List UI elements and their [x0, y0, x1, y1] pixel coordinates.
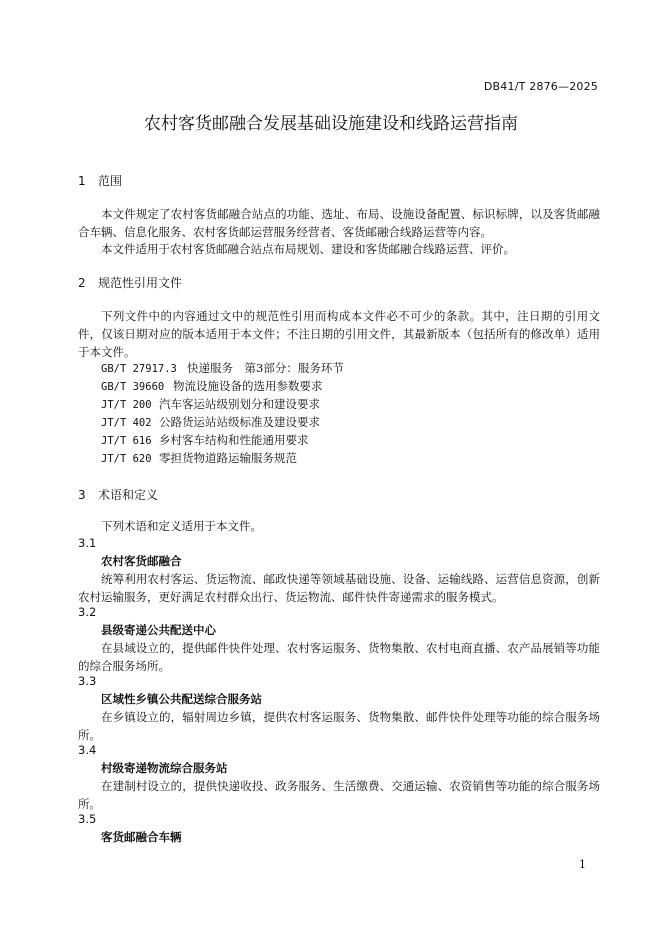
term-definition: 在乡镇设立的，辐射周边乡镇，提供农村客运服务、货物集散、邮件快件处理等功能的综合服务场所。: [78, 710, 600, 742]
reference-item: [101, 450, 297, 466]
paragraph: 下列文件中的内容通过文中的规范性引用而构成本文件必不可少的条款。其中，注日期的引用文件，仅该日期对应的版本适用于本文件；不注日期的引用文件，其最新版本（包括所有的修改单）适用于本文件。: [78, 309, 600, 359]
standard-number: DB41/T 2876—2025: [483, 80, 598, 93]
term-name: 区域性乡镇公共配送综合服务站: [101, 692, 262, 706]
reference-code: JT/T 620: [101, 453, 152, 465]
term-name: 农村客货邮融合: [101, 554, 182, 568]
section-3-heading: [78, 486, 158, 503]
term-definition: 统筹利用农村客运、货运物流、邮政快递等领域基础设施、设备、运输线路、运营信息资源，创新农村运输服务，更好满足农村群众出行、货运物流、邮件快件寄递需求的服务模式。: [78, 572, 600, 604]
term-name: 县级寄递公共配送中心: [101, 623, 216, 637]
paragraph: 本文件适用于农村客货邮融合站点布局规划、建设和客货邮融合线路运营、评价。: [101, 242, 515, 256]
section-number: 2: [78, 276, 86, 290]
term-number: 3.3: [78, 674, 97, 688]
section-2-heading: [78, 274, 182, 291]
reference-item: [101, 378, 323, 394]
reference-title: 汽车客运站级别划分和建设要求: [159, 397, 320, 411]
section-title: 规范性引用文件: [98, 276, 183, 290]
term-number: 3.2: [78, 605, 97, 619]
term-name: 村级寄递物流综合服务站: [101, 761, 228, 775]
reference-item: [101, 414, 320, 430]
paragraph: 本文件规定了农村客货邮融合站点的功能、选址、布局、设施设备配置、标识标牌，以及客货邮融合车辆、信息化服务、农村客货邮运营服务经营者、客货邮融合线路运营等内容。: [78, 207, 600, 239]
reference-title: 零担货物道路运输服务规范: [159, 451, 297, 465]
reference-item: [101, 396, 320, 412]
term-number: 3.5: [78, 812, 97, 826]
section-number: 1: [78, 174, 86, 188]
reference-code: JT/T 200: [101, 399, 152, 411]
reference-title: 公路货运站站级标准及建设要求: [159, 415, 320, 429]
paragraph: 下列术语和定义适用于本文件。: [101, 519, 262, 533]
term-number: 3.1: [78, 536, 97, 550]
term-definition: 在县域设立的，提供邮件快件处理、农村客运服务、货物集散、农村电商直播、农产品展销等功能的综合服务场所。: [78, 641, 600, 673]
section-title: 范围: [98, 174, 123, 188]
page-number: 1: [579, 858, 586, 871]
reference-code: GB/T 27917.3: [101, 363, 177, 375]
term-name: 客货邮融合车辆: [101, 830, 182, 844]
reference-title: 快递服务 第3部分：服务环节: [187, 361, 344, 375]
reference-code: GB/T 39660: [101, 381, 165, 393]
reference-title: 物流设施设备的选用参数要求: [173, 379, 323, 393]
document-title: 农村客货邮融合发展基础设施建设和线路运营指南: [144, 114, 518, 134]
reference-title: 乡村客车结构和性能通用要求: [159, 433, 309, 447]
reference-item: [101, 432, 309, 448]
reference-code: JT/T 402: [101, 417, 152, 429]
reference-code: JT/T 616: [101, 435, 152, 447]
section-title: 术语和定义: [98, 488, 159, 502]
section-1-heading: [78, 172, 122, 189]
section-number: 3: [78, 488, 86, 502]
term-definition: 在建制村设立的，提供快递收投、政务服务、生活缴费、交通运输、农资销售等功能的综合服务场所。: [78, 779, 600, 811]
term-number: 3.4: [78, 743, 97, 757]
reference-item: [101, 360, 344, 376]
